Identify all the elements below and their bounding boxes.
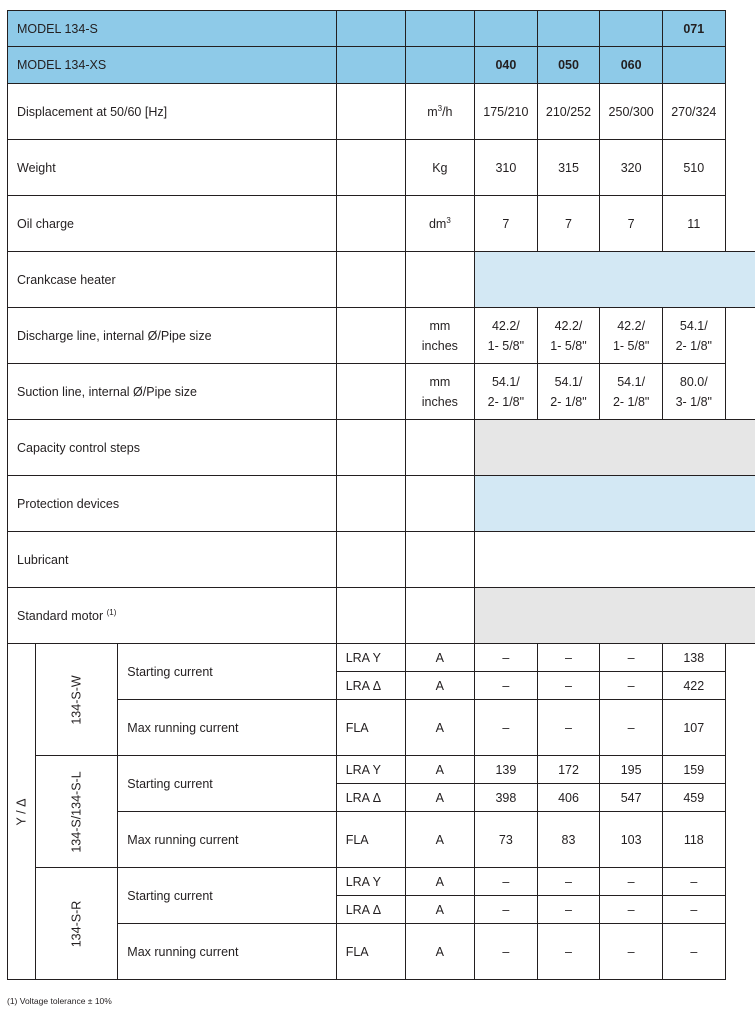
value-cell: 7 xyxy=(475,196,538,252)
model-label: MODEL 134-XS xyxy=(8,47,337,84)
crankcase-heater-row xyxy=(8,252,755,308)
header-blank xyxy=(336,11,405,47)
oil-charge-row xyxy=(8,196,755,252)
value-cell: – xyxy=(600,924,663,980)
blank xyxy=(725,756,755,784)
empty-cell xyxy=(336,420,405,476)
value-cell: – xyxy=(537,924,600,980)
value-cell: 42.2/ 1- 5/8" xyxy=(537,308,600,364)
blank xyxy=(725,784,755,812)
blank xyxy=(725,11,755,47)
blank xyxy=(725,196,755,252)
value-cell: – xyxy=(537,700,600,756)
row-label: Weight xyxy=(8,140,337,196)
value-cell: 250/300 xyxy=(600,84,663,140)
lra-label: LRA Δ xyxy=(336,896,405,924)
value-cell: 7 xyxy=(537,196,600,252)
value-cell: 459 xyxy=(662,784,725,812)
unit-cell: A xyxy=(405,700,474,756)
shaded-cell xyxy=(475,252,755,308)
value-cell: 80.0/ 3- 1/8" xyxy=(662,364,725,420)
value-cell: 547 xyxy=(600,784,663,812)
displacement-row xyxy=(8,84,755,140)
unit-cell: $dm^3$ xyxy=(405,196,474,252)
blank xyxy=(725,140,755,196)
empty-cell xyxy=(336,84,405,140)
value-cell: 54.1/ 2- 1/8" xyxy=(600,364,663,420)
starting-current-label: Starting current xyxy=(118,644,336,700)
value-cell: 73 xyxy=(475,812,538,868)
value-cell: – xyxy=(475,644,538,672)
blank xyxy=(725,84,755,140)
value-cell: 42.2/ 1- 5/8" xyxy=(475,308,538,364)
row-label: Suction line, internal Ø/Pipe size xyxy=(8,364,337,420)
lra-label: LRA Δ xyxy=(336,672,405,700)
value-cell: 54.1/ 2- 1/8" xyxy=(662,308,725,364)
unit-cell: A xyxy=(405,812,474,868)
value-cell: – xyxy=(537,644,600,672)
group-label: 134-S/134-S-L xyxy=(35,756,117,868)
model-value xyxy=(600,11,663,47)
shaded-cell xyxy=(475,420,755,476)
group-label: 134-S-R xyxy=(35,868,117,980)
model-value: 050 xyxy=(537,47,600,84)
electrical-row xyxy=(8,756,755,784)
specifications-table xyxy=(7,10,755,980)
shaded-cell xyxy=(475,588,755,644)
blank xyxy=(725,644,755,672)
value-cell: 320 xyxy=(600,140,663,196)
model-value: 060 xyxy=(600,47,663,84)
electrical-row xyxy=(8,868,755,896)
unit-cell: mm inches xyxy=(405,364,474,420)
value-cell: 398 xyxy=(475,784,538,812)
blank xyxy=(725,924,755,980)
max-running-current-label: Max running current xyxy=(118,700,336,756)
value-cell: – xyxy=(475,700,538,756)
empty-cell xyxy=(405,476,474,532)
electrical-row xyxy=(8,644,755,672)
value-cell: 7 xyxy=(600,196,663,252)
starting-current-label: Starting current xyxy=(118,868,336,924)
value-cell: – xyxy=(475,896,538,924)
value-cell: 270/324 xyxy=(662,84,725,140)
empty-cell xyxy=(405,588,474,644)
row-label: Discharge line, internal Ø/Pipe size xyxy=(8,308,337,364)
shaded-cell xyxy=(475,476,755,532)
value-cell: 315 xyxy=(537,140,600,196)
value-cell: – xyxy=(600,672,663,700)
value-cell: 406 xyxy=(537,784,600,812)
value-cell: 139 xyxy=(475,756,538,784)
value-cell: 422 xyxy=(662,672,725,700)
fla-label: FLA xyxy=(336,700,405,756)
header-blank xyxy=(405,47,474,84)
fla-label: FLA xyxy=(336,812,405,868)
value-cell: 103 xyxy=(600,812,663,868)
empty-cell xyxy=(405,532,474,588)
value-cell: 54.1/ 2- 1/8" xyxy=(475,364,538,420)
model-value: 040 xyxy=(475,47,538,84)
row-label: Capacity control steps xyxy=(8,420,337,476)
blank xyxy=(725,308,755,364)
model-row-134-s xyxy=(8,11,755,47)
electrical-row xyxy=(8,700,755,728)
row-label: Standard motor $^{(1)}$ xyxy=(8,588,337,644)
starting-current-label: Starting current xyxy=(118,756,336,812)
empty-cell xyxy=(336,532,405,588)
value-cell: 83 xyxy=(537,812,600,868)
model-row-134-xs xyxy=(8,47,755,84)
value-cell: – xyxy=(600,896,663,924)
row-label: Protection devices xyxy=(8,476,337,532)
blank xyxy=(725,868,755,896)
model-value xyxy=(662,47,725,84)
lra-label: LRA Δ xyxy=(336,784,405,812)
unit-cell: A xyxy=(405,896,474,924)
row-label: Displacement at 50/60 [Hz] xyxy=(8,84,337,140)
discharge-line-row xyxy=(8,308,755,364)
value-cell: – xyxy=(475,924,538,980)
footnote: (1) Voltage tolerance ± 10% xyxy=(7,996,112,1006)
header-blank xyxy=(405,11,474,47)
value-cell: – xyxy=(662,924,725,980)
electrical-row xyxy=(8,812,755,840)
value-cell: – xyxy=(600,868,663,896)
weight-row xyxy=(8,140,755,196)
value-cell: – xyxy=(662,896,725,924)
value-cell: 510 xyxy=(662,140,725,196)
lra-label: LRA Y xyxy=(336,644,405,672)
standard-motor-row xyxy=(8,588,755,644)
header-blank xyxy=(336,47,405,84)
blank xyxy=(725,896,755,924)
lra-label: LRA Y xyxy=(336,756,405,784)
value-cell: 310 xyxy=(475,140,538,196)
value-cell: – xyxy=(537,868,600,896)
row-label: Lubricant xyxy=(8,532,337,588)
empty-cell xyxy=(336,476,405,532)
value-cell: – xyxy=(475,868,538,896)
unit-cell: A xyxy=(405,644,474,672)
value-cell: 138 xyxy=(662,644,725,672)
value-cell: 175/210 xyxy=(475,84,538,140)
value-cell: 42.2/ 1- 5/8" xyxy=(600,308,663,364)
value-cell: 54.1/ 2- 1/8" xyxy=(537,364,600,420)
shaded-cell xyxy=(475,532,755,588)
unit-cell: A xyxy=(405,868,474,896)
value-cell: 210/252 xyxy=(537,84,600,140)
unit-cell: A xyxy=(405,924,474,980)
fla-label: FLA xyxy=(336,924,405,980)
blank xyxy=(725,672,755,700)
empty-cell xyxy=(336,588,405,644)
empty-cell xyxy=(336,252,405,308)
empty-cell xyxy=(336,196,405,252)
empty-cell xyxy=(336,140,405,196)
blank xyxy=(725,364,755,420)
unit-cell: A xyxy=(405,756,474,784)
lubricant-row xyxy=(8,532,755,588)
row-label: Crankcase heater xyxy=(8,252,337,308)
value-cell: – xyxy=(475,672,538,700)
model-label: MODEL 134-S xyxy=(8,11,337,47)
model-value xyxy=(475,11,538,47)
value-cell: 118 xyxy=(662,812,725,868)
model-value: 071 xyxy=(662,11,725,47)
value-cell: – xyxy=(537,896,600,924)
value-cell: 172 xyxy=(537,756,600,784)
unit-cell: A xyxy=(405,784,474,812)
blank xyxy=(725,700,755,756)
connection-label: Y / Δ xyxy=(8,644,36,980)
empty-cell xyxy=(336,308,405,364)
value-cell: – xyxy=(600,700,663,756)
unit-cell: $m^3/h$ xyxy=(405,84,474,140)
model-value xyxy=(537,11,600,47)
max-running-current-label: Max running current xyxy=(118,924,336,980)
capacity-control-row xyxy=(8,420,755,476)
group-label: 134-S-W xyxy=(35,644,117,756)
unit-cell: A xyxy=(405,672,474,700)
protection-devices-row xyxy=(8,476,755,532)
lra-label: LRA Y xyxy=(336,868,405,896)
value-cell: 11 xyxy=(662,196,725,252)
unit-cell: mm inches xyxy=(405,308,474,364)
max-running-current-label: Max running current xyxy=(118,812,336,868)
value-cell: – xyxy=(662,868,725,896)
empty-cell xyxy=(336,364,405,420)
unit-cell: Kg xyxy=(405,140,474,196)
blank xyxy=(725,812,755,868)
empty-cell xyxy=(405,252,474,308)
empty-cell xyxy=(405,420,474,476)
value-cell: – xyxy=(537,672,600,700)
electrical-row xyxy=(8,924,755,952)
suction-line-row xyxy=(8,364,755,420)
value-cell: 159 xyxy=(662,756,725,784)
row-label: Oil charge xyxy=(8,196,337,252)
value-cell: 107 xyxy=(662,700,725,756)
blank xyxy=(725,47,755,84)
value-cell: – xyxy=(600,644,663,672)
value-cell: 195 xyxy=(600,756,663,784)
